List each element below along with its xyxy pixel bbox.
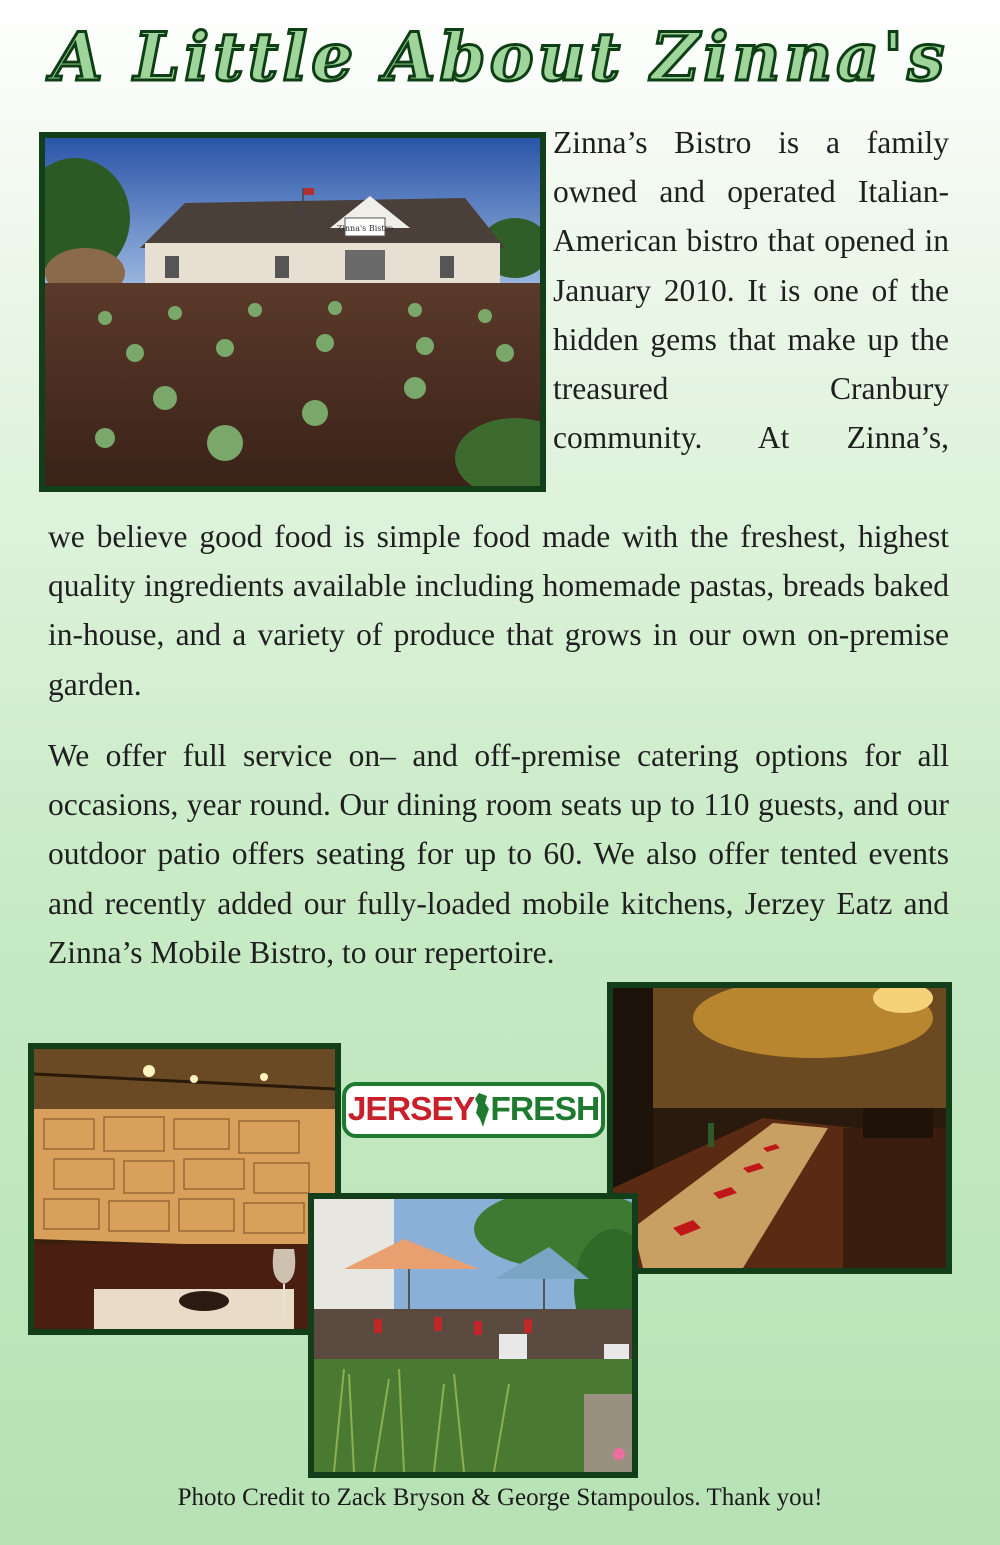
- dining-table-photo: [607, 982, 952, 1274]
- new-jersey-icon: [475, 1093, 489, 1127]
- photo-credit: Photo Credit to Zack Bryson & George Stampoulos. Thank you!: [177, 1484, 823, 1511]
- catering-paragraph: We offer full service on– and off-premise catering options for all occasions, year round. Our dining room seats up to 110 guests, and our outdoor patio offers seating for up to 60. We also offer tented events and recently added our fully-loaded mobile kitchens, Jerzey Eatz and Zinna’s Mobile Bistro, to our repertoire.: [48, 738, 949, 970]
- page-title: A Little About Zinna's: [51, 18, 949, 96]
- about-paragraph-intro: Zinna’s Bistro is a family owned and operated Italian-American bistro that opened in January 2010. It is one of the hidden gems that make up the treasured Cranbury community. At Zinna’s,: [553, 125, 949, 456]
- jersey-fresh-logo: [342, 1082, 605, 1138]
- garden-building-photo: [39, 132, 546, 492]
- building-sign-text: Zinna's Bistro: [336, 224, 394, 233]
- outdoor-patio-photo: [308, 1193, 638, 1478]
- logo-word-fresh: FRESH: [490, 1091, 600, 1128]
- wine-wall-interior-photo: [28, 1043, 341, 1335]
- about-paragraph-continued: we believe good food is simple food made with the freshest, highest quality ingredients available including homemade pastas, breads baked in-house, and a variety of produce that grows in our own on-premise garden.: [48, 519, 949, 702]
- logo-word-jersey: JERSEY: [347, 1091, 475, 1128]
